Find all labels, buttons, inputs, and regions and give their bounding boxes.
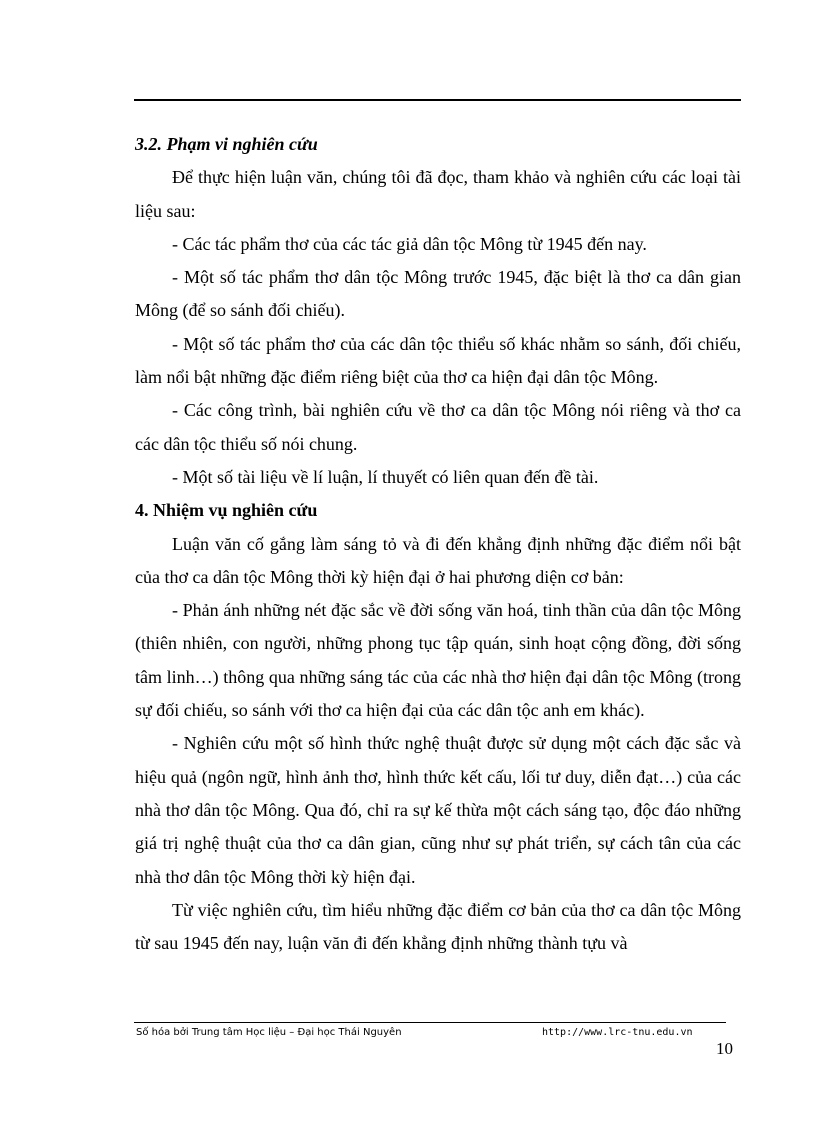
list-item: - Một số tài liệu về lí luận, lí thuyết có liên quan đến đề tài. [172,466,599,487]
list-item: - Các công trình, bài nghiên cứu về thơ ca dân tộc Mông nói riêng và thơ ca các dân tộc thiểu số nói chung. [135,400,741,454]
footer-credit: Số hóa bởi Trung tâm Học liệu – Đại học Thái Nguyên [136,1027,402,1038]
paragraph: Để thực hiện luận văn, chúng tôi đã đọc, tham khảo và nghiên cứu các loại tài liệu sau: [135,167,741,221]
footer-url: http://www.lrc-tnu.edu.vn [542,1027,693,1038]
list-item: - Các tác phẩm thơ của các tác giả dân tộc Mông từ 1945 đến nay. [172,233,647,254]
list-item: - Một số tác phẩm thơ dân tộc Mông trước 1945, đặc biệt là thơ ca dân gian Mông (để so sánh đối chiếu). [135,267,741,321]
list-item: - Phản ánh những nét đặc sắc về đời sống văn hoá, tinh thần của dân tộc Mông (thiên nhiên, con người, những phong tục tập quán, sinh hoạt cộng đồng, đời sống tâm linh…) thông qua những sáng tác của các nhà thơ hiện đại dân tộc Mông (trong sự đối chiếu, so sánh với thơ ca hiện đại của các dân tộc anh em khác). [135,600,741,721]
list-item: - Nghiên cứu một số hình thức nghệ thuật được sử dụng một cách đặc sắc và hiệu quả (ngôn ngữ, hình ảnh thơ, hình thức kết cấu, lối tư duy, diễn đạt…) của các nhà thơ dân tộc Mông. Qua đó, chỉ ra sự kế thừa một cách sáng tạo, độc đáo những giá trị nghệ thuật của thơ ca dân gian, cũng như sự phát triển, sự cách tân của các nhà thơ dân tộc Mông thời kỳ hiện đại. [135,733,741,887]
section-heading-tasks: 4. Nhiệm vụ nghiên cứu [135,500,318,521]
section-heading-scope: 3.2. Phạm vi nghiên cứu [135,134,318,154]
footer-rule [134,1022,726,1023]
paragraph: Từ việc nghiên cứu, tìm hiểu những đặc điểm cơ bản của thơ ca dân tộc Mông từ sau 1945 đến nay, luận văn đi đến khẳng định những thành tựu và [135,899,741,954]
header-rule [134,99,741,101]
paragraph: Luận văn cố gắng làm sáng tỏ và đi đến khẳng định những đặc điểm nổi bật của thơ ca dân tộc Mông thời kỳ hiện đại ở hai phương diện cơ bản: [135,533,741,587]
page-body [135,128,741,960]
page-number: 10 [716,1039,733,1058]
list-item: - Một số tác phẩm thơ của các dân tộc thiểu số khác nhằm so sánh, đối chiếu, làm nổi bật những đặc điểm riêng biệt của thơ ca hiện đại dân tộc Mông. [135,333,741,388]
